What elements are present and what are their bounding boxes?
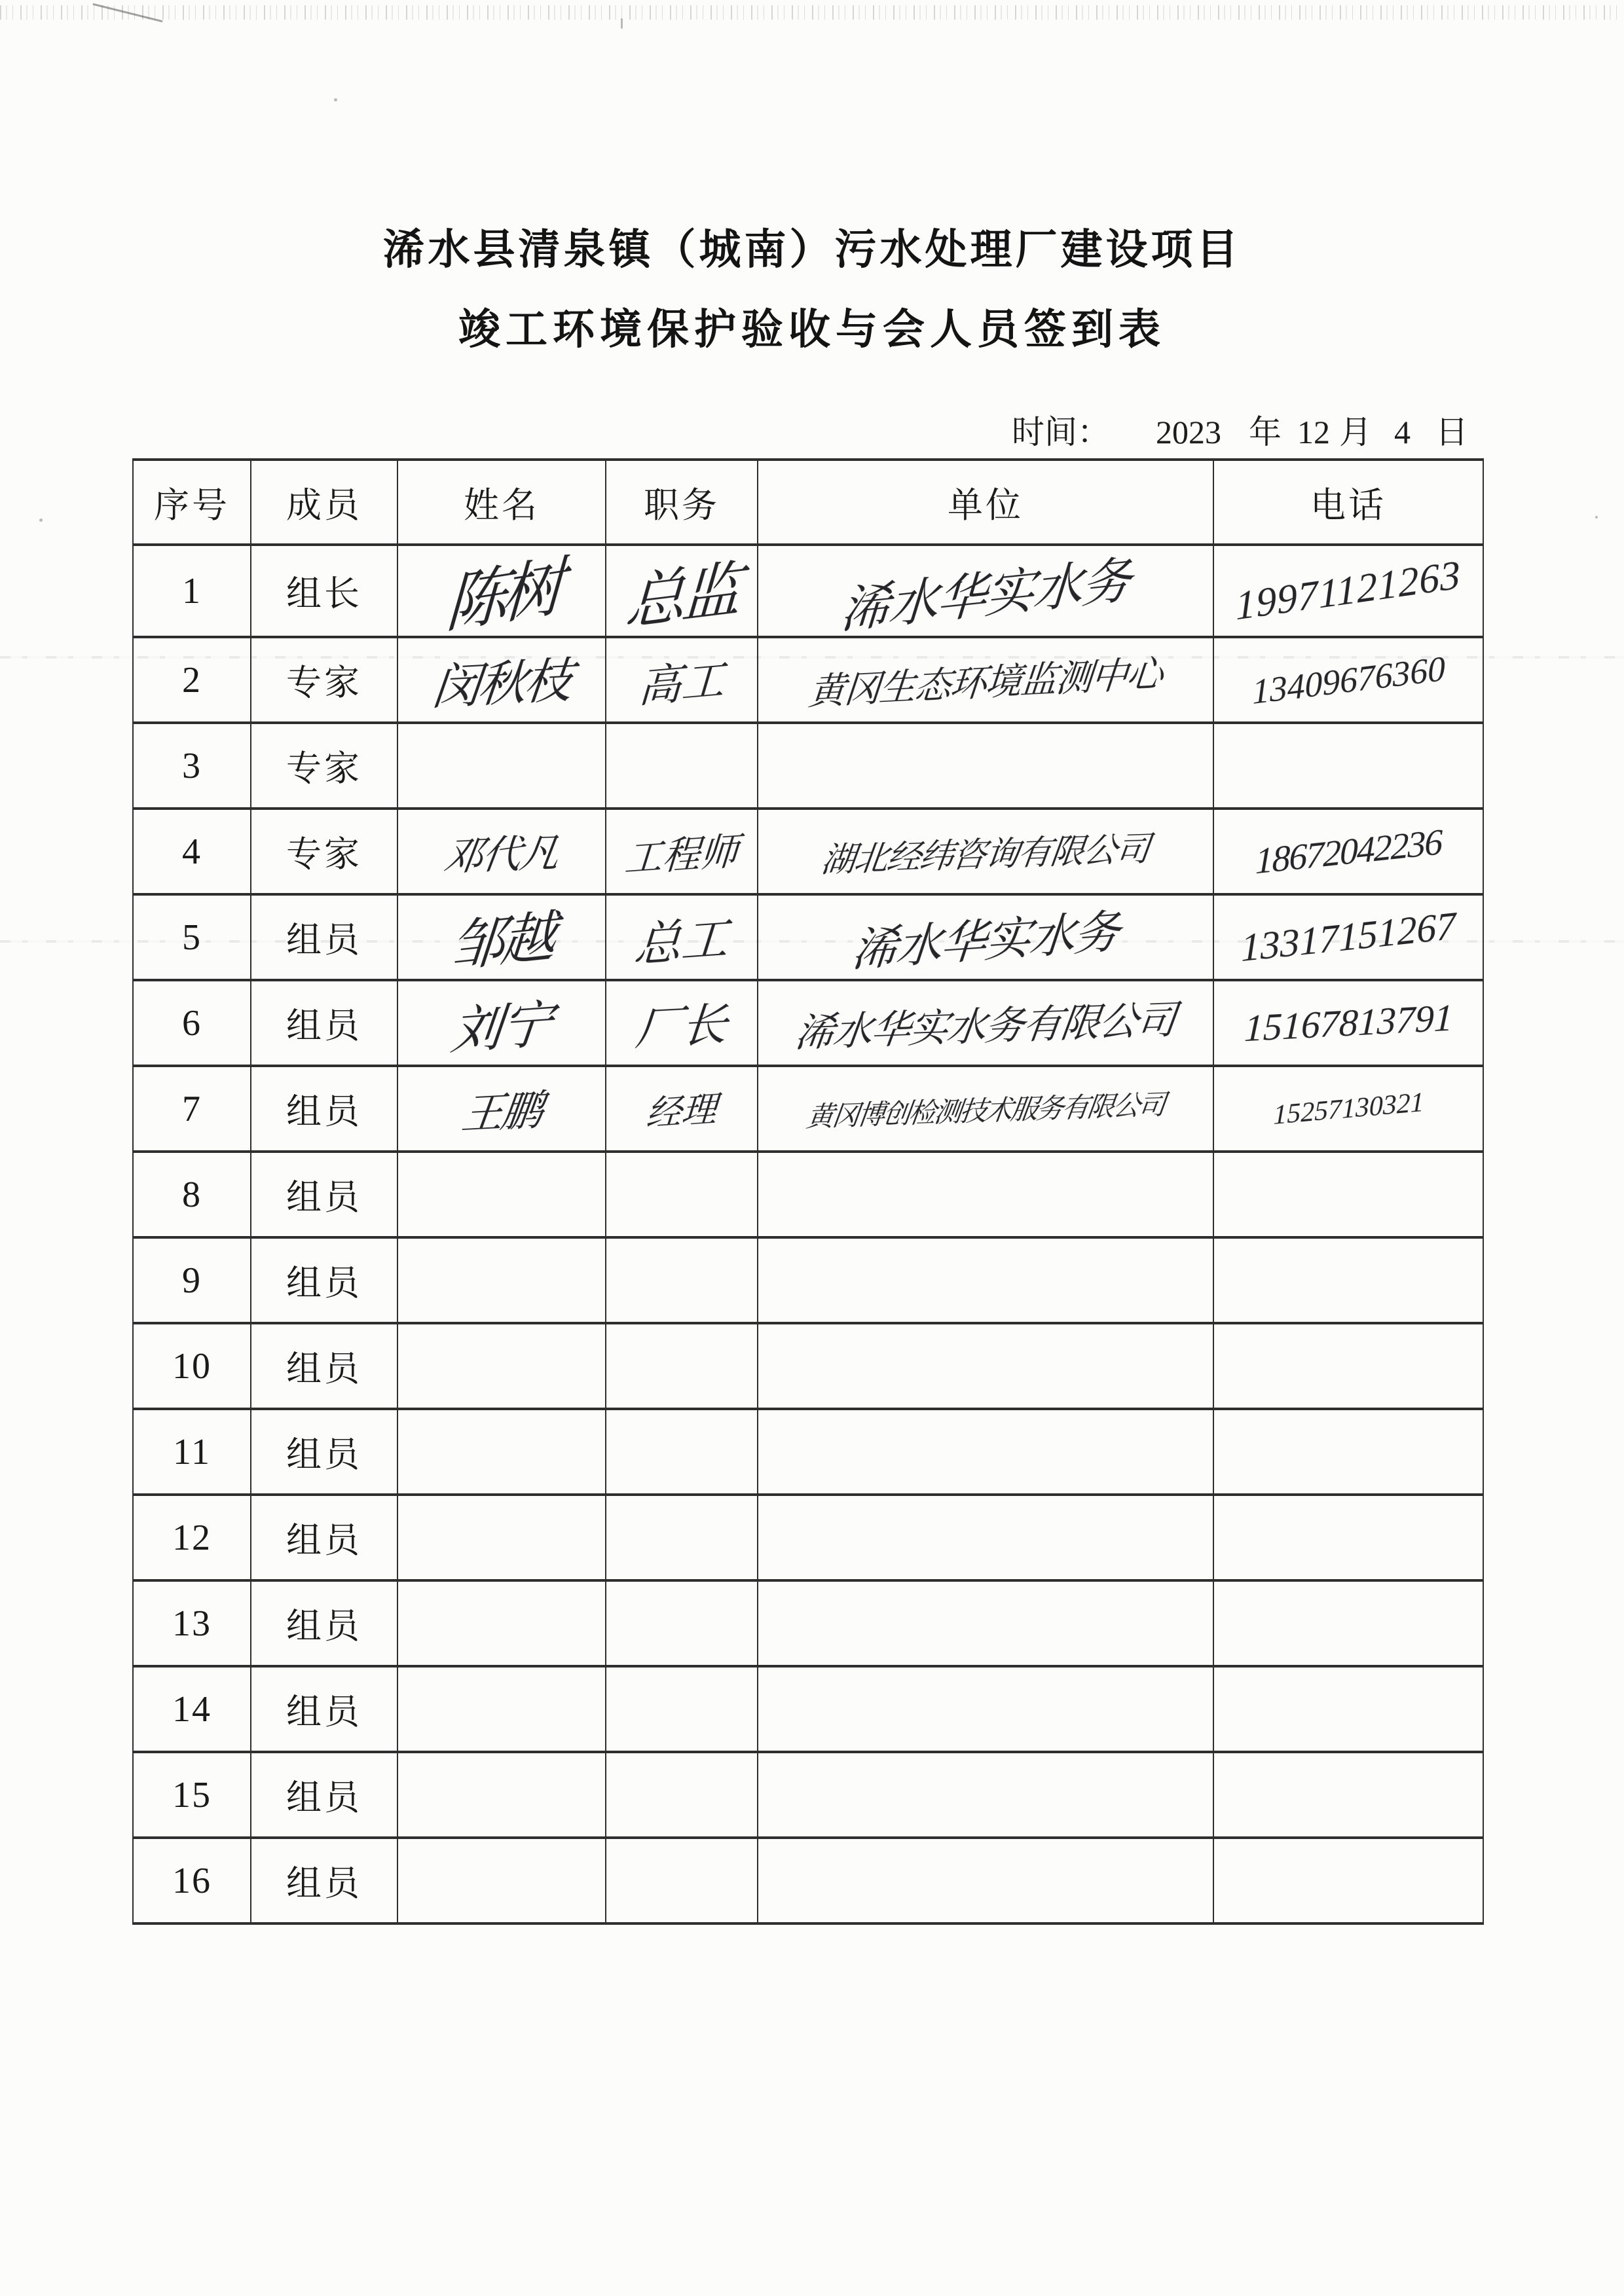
handwritten-text: 浠水华实水务: [838, 553, 1132, 639]
handwritten-text: 邓代凡: [441, 831, 561, 879]
cell-index: [133, 1409, 251, 1495]
printed-text: 组员: [286, 1435, 362, 1474]
signature-phone: [1213, 980, 1483, 1066]
cell-role: [251, 894, 397, 980]
printed-text: 专家: [286, 749, 362, 788]
scan-speck: [39, 519, 43, 522]
cell-role: [251, 809, 397, 894]
handwritten-text: 高工: [637, 656, 726, 713]
scan-speck: [621, 18, 623, 29]
column-header: 成员: [251, 460, 397, 545]
printed-text: 12: [172, 1517, 212, 1558]
printed-text: 7: [182, 1088, 202, 1129]
signature-name: [397, 545, 606, 641]
document-title-line2: 竣工环境保护验收与会人员签到表: [458, 306, 1166, 353]
table-row: [133, 1495, 1483, 1580]
signature-name: [397, 1066, 606, 1152]
document-title-line1: 浠水县清泉镇（城南）污水处理厂建设项目: [382, 226, 1242, 273]
signature-phone: [1213, 545, 1483, 637]
handwritten-text: 黄冈生态环境监测中心: [807, 653, 1164, 713]
signature-unit: [758, 545, 1213, 637]
handwritten-text: 18672042236: [1255, 821, 1442, 882]
table-row: [133, 1666, 1483, 1752]
signature-name: [397, 1666, 606, 1752]
date-month: 12: [1297, 414, 1330, 450]
printed-text: 组员: [286, 1178, 362, 1217]
printed-text: 6: [182, 1002, 202, 1044]
signature-unit: [758, 723, 1213, 809]
column-header: 电话: [1213, 460, 1483, 545]
signature-position: [606, 1237, 758, 1323]
cell-index: [133, 1838, 251, 1923]
printed-text: 4: [182, 831, 202, 872]
signature-phone: [1213, 809, 1483, 894]
table-row: [133, 1323, 1483, 1409]
table-row: [133, 1066, 1483, 1152]
printed-text: 组员: [286, 1092, 362, 1131]
signature-name: [397, 1752, 606, 1838]
handwritten-text: 浠水华实水务有限公司: [792, 998, 1178, 1055]
table-row: [133, 1752, 1483, 1838]
signature-position: [606, 1323, 758, 1409]
signature-name: [397, 1237, 606, 1323]
signature-position: [606, 894, 758, 980]
cell-role: [251, 1066, 397, 1152]
cell-index: [133, 809, 251, 894]
signature-unit: [758, 1838, 1213, 1923]
table-row: [133, 723, 1483, 809]
handwritten-text: 厂长: [633, 1000, 729, 1055]
signature-phone: [1213, 894, 1483, 980]
cell-role: [251, 1838, 397, 1923]
signature-unit: [758, 1666, 1213, 1752]
signature-name: [397, 1152, 606, 1237]
date-year-unit: 年: [1249, 414, 1282, 450]
table-row: [133, 1237, 1483, 1323]
signature-name: [397, 1495, 606, 1580]
signature-unit: [758, 809, 1213, 894]
cell-index: [133, 1495, 251, 1580]
signature-phone: [1213, 1152, 1483, 1237]
cell-role: [251, 1495, 397, 1580]
printed-text: 1: [182, 570, 202, 611]
date-day-unit: 日: [1435, 414, 1468, 450]
signature-unit: [758, 637, 1213, 723]
table-row: [133, 545, 1483, 637]
handwritten-text: 19971121263: [1234, 552, 1462, 629]
printed-text: 13: [172, 1603, 212, 1644]
handwritten-text: 总监: [623, 555, 739, 637]
printed-text: 9: [182, 1260, 202, 1301]
printed-text: 组员: [286, 1264, 362, 1303]
signature-unit: [758, 980, 1213, 1066]
signature-position: [606, 1409, 758, 1495]
handwritten-text: 浠水华实水务: [849, 907, 1121, 977]
printed-text: 组员: [286, 1778, 362, 1817]
signature-name: [397, 1580, 606, 1666]
signature-name: [397, 1838, 606, 1923]
printed-text: 专家: [286, 663, 362, 702]
column-header: 单位: [758, 460, 1213, 545]
column-header: 姓名: [397, 460, 606, 545]
cell-role: [251, 1666, 397, 1752]
printed-text: 5: [182, 917, 202, 958]
printed-text: 组员: [286, 1521, 362, 1560]
table-row: [133, 894, 1483, 980]
signature-phone: [1213, 1409, 1483, 1495]
printed-text: 组员: [286, 1692, 362, 1732]
cell-role: [251, 980, 397, 1066]
printed-text: 组员: [286, 920, 362, 960]
cell-role: [251, 723, 397, 809]
cell-role: [251, 1323, 397, 1409]
signature-phone: [1213, 1323, 1483, 1409]
printed-text: 10: [172, 1345, 212, 1387]
signature-name: [397, 637, 606, 723]
scan-speck: [334, 98, 337, 101]
table-row: [133, 1152, 1483, 1237]
cell-index: [133, 1152, 251, 1237]
handwritten-text: 陈树: [443, 551, 559, 641]
cell-role: [251, 1152, 397, 1237]
handwritten-text: 工程师: [623, 829, 740, 881]
cell-index: [133, 1066, 251, 1152]
handwritten-text: 刘宁: [448, 994, 554, 1060]
signature-name: [397, 809, 606, 894]
printed-text: 15: [172, 1774, 212, 1815]
signature-name: [397, 980, 606, 1066]
handwritten-text: 邹越: [447, 906, 555, 979]
printed-text: 11: [173, 1431, 211, 1472]
signature-phone: [1213, 723, 1483, 809]
column-header: 职务: [606, 460, 758, 545]
cell-role: [251, 1237, 397, 1323]
printed-text: 16: [172, 1860, 212, 1901]
signature-unit: [758, 1495, 1213, 1580]
handwritten-text: 15167813791: [1243, 996, 1454, 1050]
signature-name: [397, 1323, 606, 1409]
meeting-date-line: [1012, 406, 1468, 453]
signature-phone: [1213, 1495, 1483, 1580]
cell-index: [133, 894, 251, 980]
signature-position: [606, 980, 758, 1066]
table-row: [133, 1580, 1483, 1666]
table-header-row: [133, 460, 1483, 545]
printed-text: 组员: [286, 1864, 362, 1903]
signature-phone: [1213, 637, 1483, 723]
signature-unit: [758, 1323, 1213, 1409]
printed-text: 组长: [286, 574, 362, 613]
signature-position: [606, 637, 758, 723]
cell-role: [251, 1752, 397, 1838]
handwritten-text: 15257130321: [1272, 1087, 1424, 1131]
signature-position: [606, 545, 758, 637]
signature-unit: [758, 1237, 1213, 1323]
signature-phone: [1213, 1838, 1483, 1923]
handwritten-text: 13409676360: [1251, 648, 1446, 712]
handwritten-text: 经理: [644, 1089, 718, 1135]
cell-role: [251, 637, 397, 723]
cell-index: [133, 1752, 251, 1838]
table-row: [133, 637, 1483, 723]
signature-unit: [758, 1066, 1213, 1152]
signature-name: [397, 723, 606, 809]
table-row: [133, 809, 1483, 894]
scan-speck: [1595, 516, 1598, 519]
cell-index: [133, 1323, 251, 1409]
column-header: 序号: [133, 460, 251, 545]
printed-text: 8: [182, 1174, 202, 1215]
table-row: [133, 980, 1483, 1066]
signature-unit: [758, 1409, 1213, 1495]
handwritten-text: 总工: [632, 912, 731, 972]
signature-position: [606, 1666, 758, 1752]
signature-position: [606, 1152, 758, 1237]
cell-index: [133, 1580, 251, 1666]
signature-phone: [1213, 1066, 1483, 1152]
cell-index: [133, 545, 251, 637]
handwritten-text: 湖北经纬咨询有限公司: [819, 831, 1151, 880]
signature-position: [606, 809, 758, 894]
printed-text: 2: [182, 659, 202, 701]
signature-phone: [1213, 1237, 1483, 1323]
signature-name: [397, 1409, 606, 1495]
signature-position: [606, 1066, 758, 1152]
cell-role: [251, 1580, 397, 1666]
cell-role: [251, 1409, 397, 1495]
date-month-unit: 月: [1339, 414, 1372, 450]
scan-artifact-top-band: [0, 5, 1624, 20]
handwritten-text: 王鹏: [459, 1087, 544, 1138]
date-label: 时间：: [1012, 414, 1110, 450]
printed-text: 14: [172, 1688, 212, 1730]
signature-phone: [1213, 1752, 1483, 1838]
cell-role: [251, 545, 397, 637]
signature-unit: [758, 894, 1213, 980]
signature-unit: [758, 1752, 1213, 1838]
cell-index: [133, 637, 251, 723]
signature-position: [606, 1752, 758, 1838]
signature-position: [606, 1580, 758, 1666]
printed-text: 3: [182, 745, 202, 786]
signature-position: [606, 1495, 758, 1580]
printed-text: 组员: [286, 1607, 362, 1646]
printed-text: 专家: [286, 835, 362, 874]
cell-index: [133, 723, 251, 809]
signature-position: [606, 1838, 758, 1923]
date-day: 4: [1394, 414, 1411, 450]
handwritten-text: 13317151267: [1240, 903, 1456, 970]
signature-position: [606, 723, 758, 809]
date-year: 2023: [1156, 414, 1221, 450]
sign-in-table: [132, 458, 1484, 1925]
handwritten-text: 闵秋枝: [430, 653, 573, 716]
signature-phone: [1213, 1666, 1483, 1752]
cell-index: [133, 1237, 251, 1323]
signature-unit: [758, 1580, 1213, 1666]
handwritten-text: 黄冈博创检测技术服务有限公司: [804, 1089, 1166, 1133]
printed-text: 组员: [286, 1006, 362, 1046]
cell-index: [133, 980, 251, 1066]
signature-phone: [1213, 1580, 1483, 1666]
signature-unit: [758, 1152, 1213, 1237]
cell-index: [133, 1666, 251, 1752]
signature-name: [397, 894, 606, 980]
printed-text: 组员: [286, 1349, 362, 1389]
table-row: [133, 1409, 1483, 1495]
table-row: [133, 1838, 1483, 1923]
